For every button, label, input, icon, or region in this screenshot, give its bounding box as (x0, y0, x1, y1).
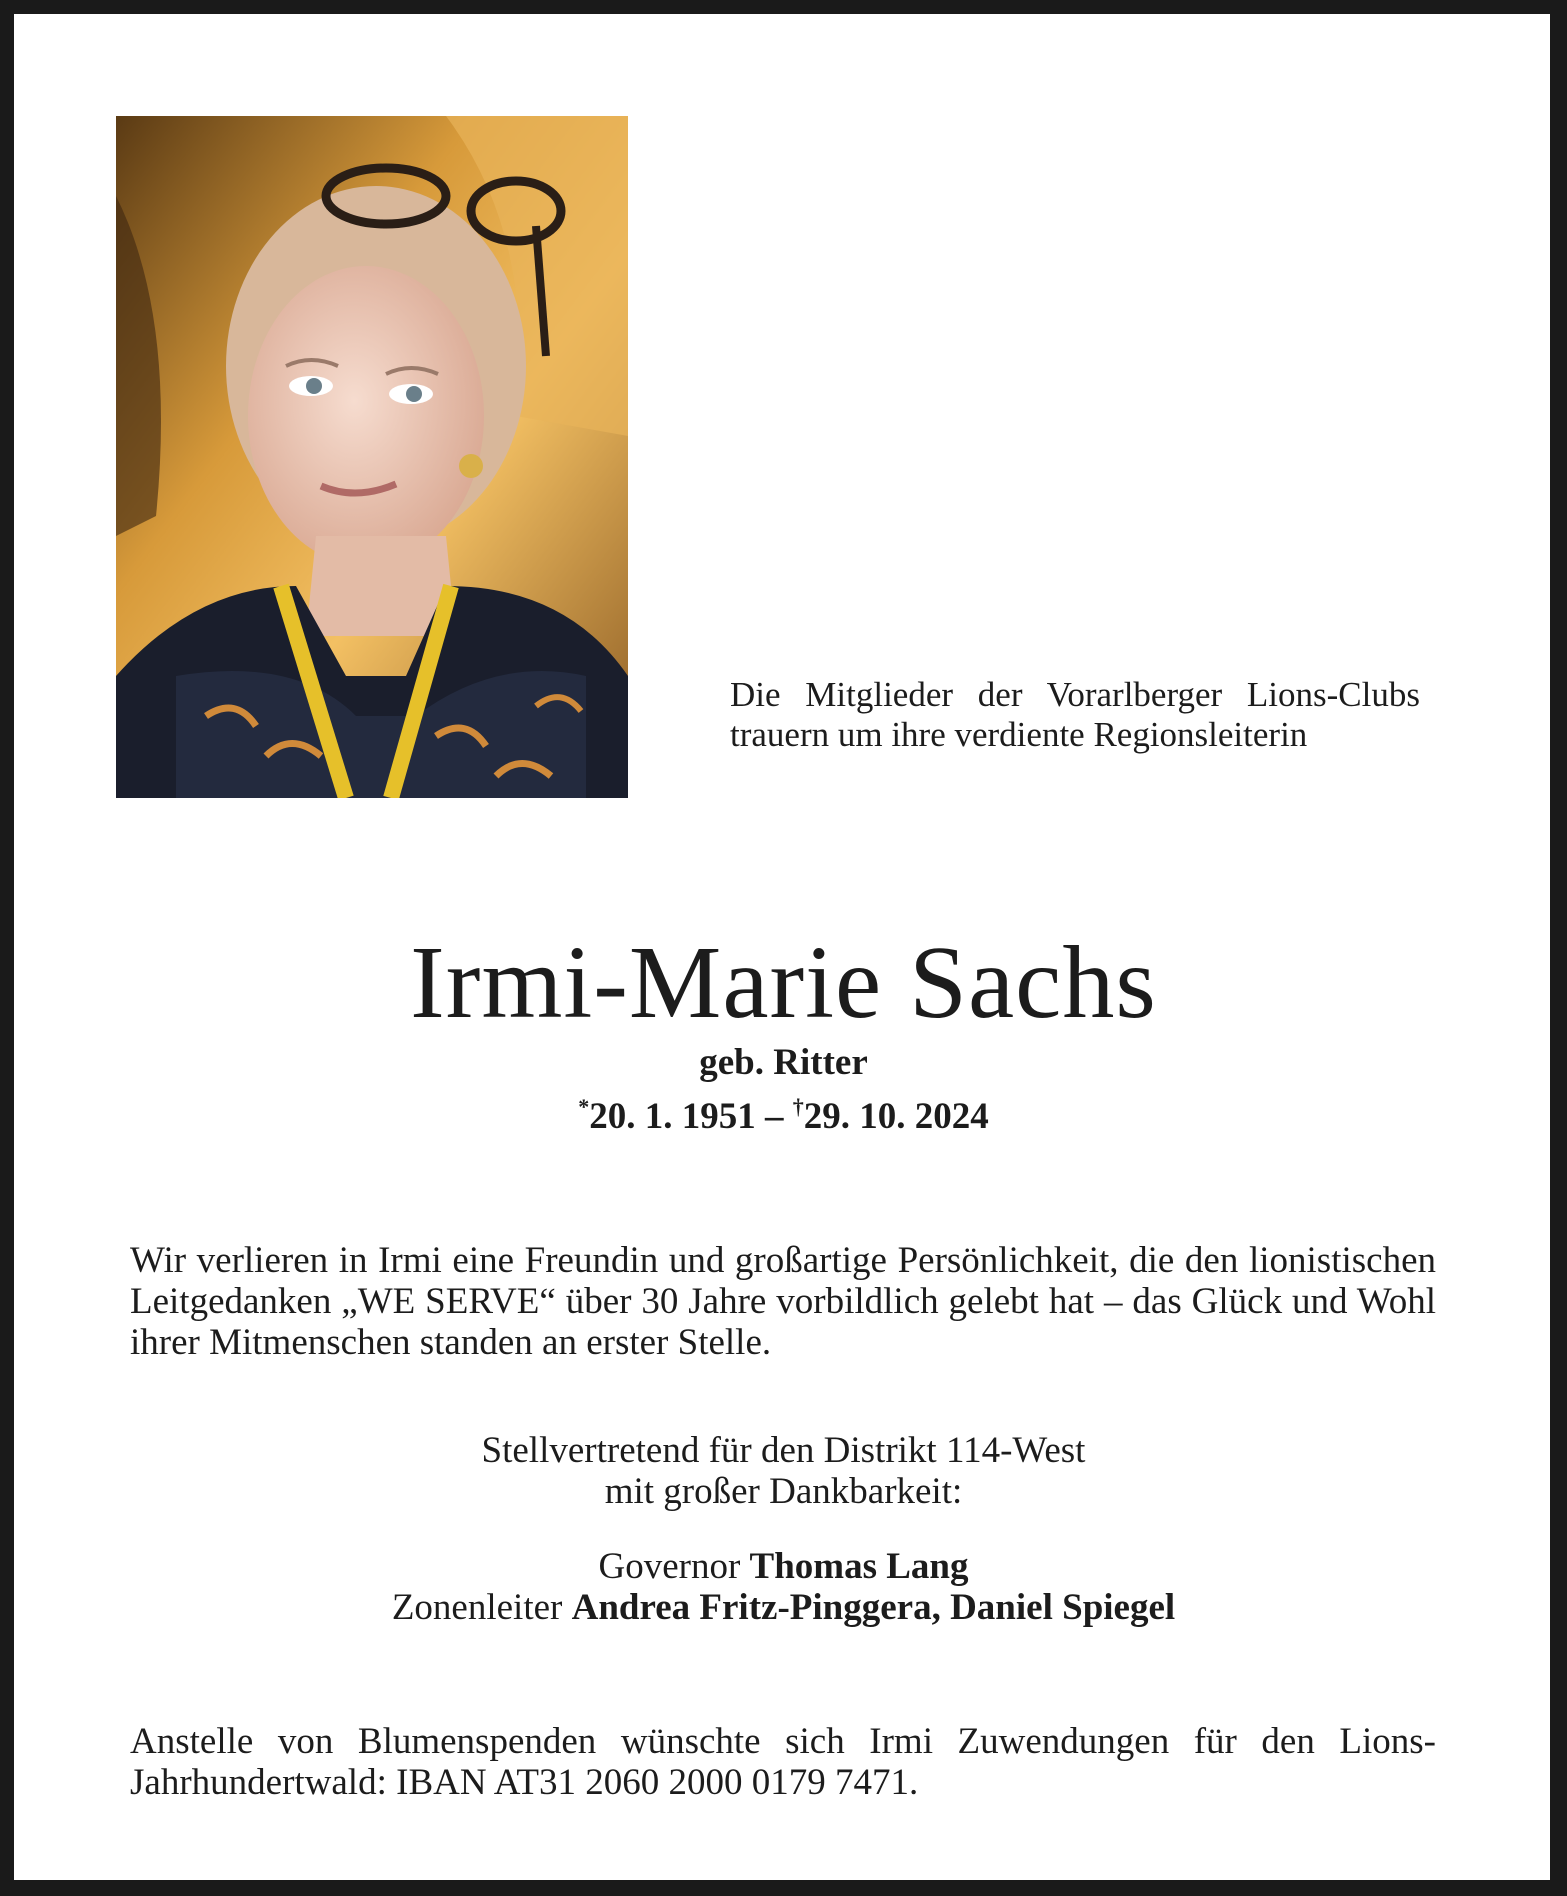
intro-text: Die Mitglieder der Vorarlberger Lions-Clubs trauern um ihre verdiente Regionsleiterin (730, 675, 1420, 754)
tribute-text: Wir verlieren in Irmi eine Freundin und großartige Persönlichkeit, die den lionistischen Leitgedanken „WE SERVE“ über 30 Jahre vorbildlich gelebt hat – das Glück und Wohl ihrer Mitmenschen standen an erster Stelle. (130, 1240, 1436, 1363)
representation-block (0, 1430, 1567, 1512)
representation-line-1: Stellvertretend für den Distrikt 114-West (481, 1430, 1086, 1471)
portrait-illustration (116, 116, 628, 798)
birth-date: 20. 1. 1951 (589, 1096, 756, 1137)
birth-name: geb. Ritter (699, 1042, 868, 1083)
deceased-name: Irmi-Marie Sachs (410, 925, 1157, 1040)
representation-line-2: mit großer Dankbarkeit: (604, 1471, 963, 1512)
birth-symbol: * (578, 1094, 590, 1119)
governor-name: Thomas Lang (749, 1546, 969, 1587)
governor-title: Governor (598, 1546, 741, 1587)
portrait-photo (116, 116, 628, 798)
death-date: 29. 10. 2024 (803, 1096, 989, 1137)
zone-leader-line (0, 1587, 1567, 1628)
zone-title: Zonenleiter (391, 1587, 563, 1628)
death-symbol: † (792, 1094, 804, 1119)
signers-block (0, 1546, 1567, 1628)
life-dates (0, 1085, 1567, 1139)
donation-note: Anstelle von Blumenspenden wünschte sich Irmi Zuwendungen für den Lions-Jahrhundertwald: IBAN AT31 2060 2000 0179 7471. (130, 1721, 1436, 1803)
governor-line (0, 1546, 1567, 1587)
zone-leader-names: Andrea Fritz-Pinggera, Daniel Spiegel (571, 1587, 1176, 1628)
dates-separator: – (755, 1096, 793, 1137)
